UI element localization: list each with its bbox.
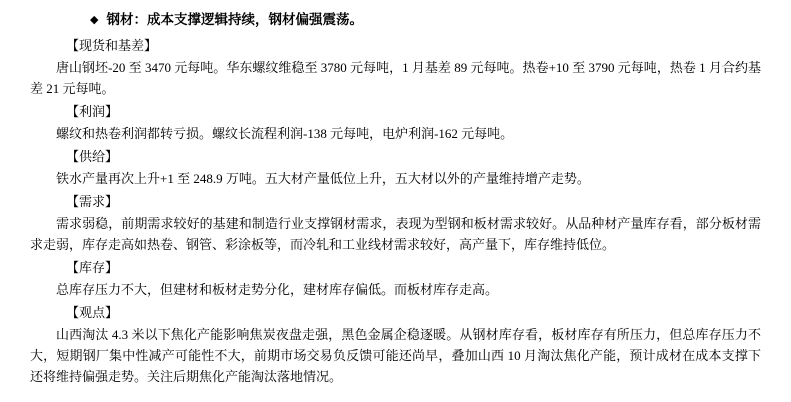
section-paragraph-spot-basis: 唐山钢坯-20 至 3470 元每吨。华东螺纹维稳至 3780 元每吨，1 月基差 89 元每吨。热卷+10 至 3790 元每吨，热卷 1 月合约基差 21 元每吨。 xyxy=(30,60,761,96)
section-paragraph-view: 山西淘汰 4.3 米以下焦化产能影响焦炭夜盘走强，黑色金属企稳逐暖。从钢材库存看，板材库存有所压力，但总库存压力不大，短期钢厂集中性减产可能性不大，前期市场交易负反馈可能还尚早，叠加山西 10 月淘汰焦化产能，预计成材在成本支撑下还将维持偏强走势。关注后期焦化产能淘汰落地情况。 xyxy=(30,327,761,384)
section-paragraph-demand: 需求弱稳，前期需求较好的基建和制造行业支撑钢材需求，表现为型钢和板材需求较好。从品种材产量库存看，部分板材需求走弱，库存走高如热卷、钢管、彩涂板等，而冷轧和工业线材需求较好，高产量下，库存维持低位。 xyxy=(30,216,761,252)
section-label-supply: 【供给】 xyxy=(66,149,119,164)
section-label-spot-basis: 【现货和基差】 xyxy=(66,38,158,53)
section-paragraph-profit: 螺纹和热卷利润都转亏损。螺纹长流程利润-138 元每吨，电炉利润-162 元每吨。 xyxy=(56,126,514,141)
heading-text: 钢材：成本支撑逻辑持续，钢材偏强震荡。 xyxy=(106,12,363,27)
section-label-view: 【观点】 xyxy=(66,305,119,320)
section-paragraph-supply: 铁水产量再次上升+1 至 248.9 万吨。五大材产量低位上升，五大材以外的产量维持增产走势。 xyxy=(56,171,590,186)
document-heading xyxy=(90,10,761,30)
section-paragraph-inventory: 总库存压力不大，但建材和板材走势分化，建材库存偏低。而板材库存走高。 xyxy=(56,282,499,297)
page-right-margin xyxy=(782,0,791,402)
section-label-demand: 【需求】 xyxy=(66,194,119,209)
diamond-bullet-icon: ◆ xyxy=(90,14,99,26)
document-body xyxy=(30,10,761,387)
section-label-inventory: 【库存】 xyxy=(66,260,119,275)
section-label-profit: 【利润】 xyxy=(66,104,119,119)
